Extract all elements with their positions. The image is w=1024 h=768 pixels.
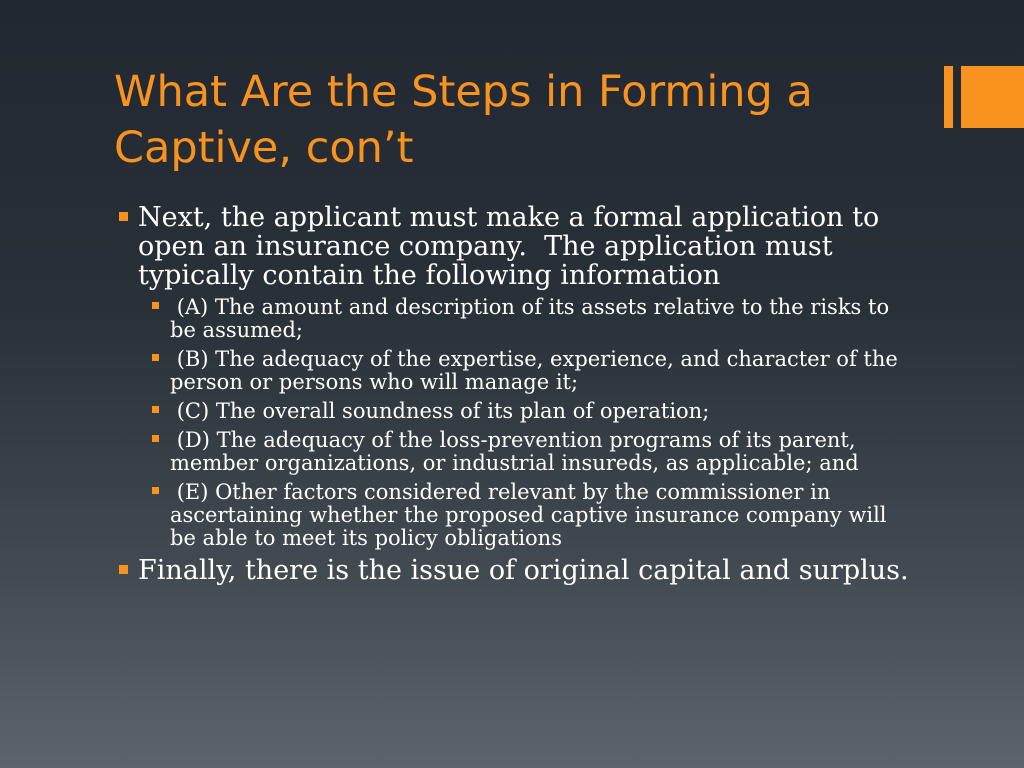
bullet-text: Next, the applicant must make a formal application to open an insurance company. The application must typically contain the following information bbox=[138, 202, 888, 291]
decorative-corner-bars bbox=[944, 66, 1024, 128]
sub-bullet-text: (D) The adequacy of the loss-prevention programs of its parent, member organizations, or industrial insureds, as applicable; and bbox=[170, 428, 863, 475]
square-bullet-icon bbox=[119, 212, 128, 221]
sub-bullet-item-e bbox=[138, 481, 918, 550]
bullet-list bbox=[118, 203, 918, 585]
sub-bullet-text: (B) The adequacy of the expertise, experience, and character of the person or persons who will manage it; bbox=[170, 347, 905, 394]
bullet-text: Finally, there is the issue of original capital and surplus. bbox=[138, 555, 909, 586]
sub-bullet-item-d bbox=[138, 429, 918, 475]
sub-bullet-text: (A) The amount and description of its assets relative to the risks to be assumed; bbox=[170, 295, 896, 342]
bullet-item-capital bbox=[118, 556, 918, 585]
square-bullet-icon bbox=[152, 354, 159, 361]
square-bullet-icon bbox=[152, 302, 159, 309]
decorative-thin-bar bbox=[944, 66, 953, 128]
slide-title bbox=[114, 64, 924, 176]
sub-bullet-text: (E) Other factors considered relevant by the commissioner in ascertaining whether the proposed captive insurance company will be able to meet its policy obligations bbox=[170, 480, 894, 550]
sub-bullet-item-c bbox=[138, 400, 918, 423]
slide-title-line-1: What Are the Steps in Forming a bbox=[114, 67, 813, 117]
sub-bullet-item-b bbox=[138, 348, 918, 394]
bullet-item-application bbox=[118, 203, 918, 550]
square-bullet-icon bbox=[152, 435, 159, 442]
square-bullet-icon bbox=[152, 406, 159, 413]
slide-title-line-2: Captive, con’t bbox=[114, 123, 414, 173]
decorative-thick-bar bbox=[961, 66, 1024, 128]
sub-bullet-list bbox=[138, 296, 918, 550]
slide-body bbox=[118, 203, 918, 591]
sub-bullet-item-a bbox=[138, 296, 918, 342]
square-bullet-icon bbox=[119, 565, 128, 574]
square-bullet-icon bbox=[152, 487, 159, 494]
sub-bullet-text: (C) The overall soundness of its plan of operation; bbox=[170, 399, 710, 423]
